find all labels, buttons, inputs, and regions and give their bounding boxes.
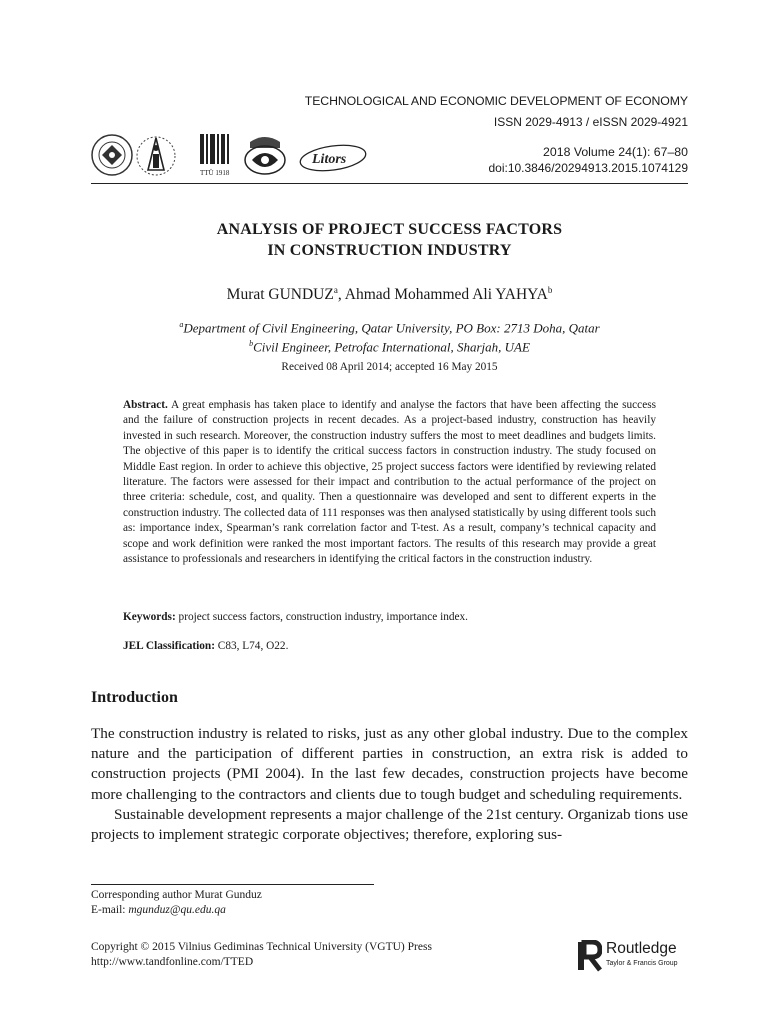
university-seal-logo bbox=[92, 135, 132, 175]
routledge-r-icon bbox=[578, 940, 602, 972]
doi: doi:10.3846/20294913.2015.1074129 bbox=[488, 161, 688, 175]
jel-text: C83, L74, O22. bbox=[217, 640, 289, 652]
publisher-name: Routledge bbox=[606, 940, 677, 957]
affiliation-a-sup: a bbox=[179, 320, 184, 329]
journal-title: TECHNOLOGICAL AND ECONOMIC DEVELOPMENT OF ECONOMY bbox=[304, 94, 688, 108]
volume-info: 2018 Volume 24(1): 67–80 bbox=[543, 145, 688, 159]
jel-label: JEL Classification: bbox=[123, 640, 215, 652]
affiliation-a bbox=[91, 317, 688, 336]
article-title bbox=[91, 219, 688, 261]
abstract-label: Abstract. bbox=[123, 399, 168, 411]
authors bbox=[91, 285, 688, 304]
email-label: E-mail: bbox=[91, 904, 129, 916]
copyright-text: Copyright © 2015 Vilnius Gediminas Technical University (VGTU) Press bbox=[91, 941, 432, 953]
body-text bbox=[91, 724, 688, 845]
abstract bbox=[123, 398, 656, 567]
author-separator: , bbox=[337, 286, 345, 304]
academy-emblem-logo bbox=[137, 137, 175, 175]
ttu-logo bbox=[200, 134, 230, 177]
title-line-2: IN CONSTRUCTION INDUSTRY bbox=[267, 242, 512, 259]
journal-url[interactable]: http://www.tandfonline.com/TTED bbox=[91, 956, 254, 968]
routledge-logo bbox=[578, 940, 690, 972]
affiliation-b-sup: b bbox=[249, 339, 254, 349]
author-1-sup: a bbox=[333, 285, 338, 295]
affiliation-b bbox=[91, 336, 688, 355]
affiliations bbox=[91, 317, 688, 356]
email-link[interactable]: mgunduz@qu.edu.qa bbox=[128, 904, 226, 916]
author-2-sup: b bbox=[547, 285, 553, 295]
ttu-logo-text: TTÜ 1918 bbox=[200, 169, 230, 177]
footnote bbox=[91, 888, 262, 918]
footnote-rule bbox=[91, 884, 374, 885]
crest-logo bbox=[245, 137, 285, 174]
affiliation-b-text: Civil Engineer, Petrofac International, Sharjah, UAE bbox=[253, 339, 530, 355]
paragraph-1: The construction industry is related to risks, just as any other global industry. Due to the complex nature and the participation of different parties in construction, an extra risk is added to construction projects (PMI 2004). In the last few decades, construction projects have become more challenging to the contractors and clients due to tough budget and scheduling requirements. bbox=[91, 725, 688, 803]
issn: ISSN 2029-4913 / eISSN 2029-4921 bbox=[493, 115, 688, 129]
section-heading: Introduction bbox=[91, 689, 178, 706]
copyright bbox=[91, 940, 432, 970]
keywords-label: Keywords: bbox=[123, 611, 176, 623]
keywords-text: project success factors, construction industry, importance index. bbox=[178, 611, 468, 623]
received-date: Received 08 April 2014; accepted 16 May 2015 bbox=[281, 361, 498, 373]
abstract-text: A great emphasis has taken place to identify and analyse the factors that have been affecting the success and the failure of construction projects in recent decades. As a project-based industry, construction has heavily invested in such research. Moreover, the construction industry suffers the most to meet deadlines and budgets limits. The objective of this paper is to identify the critical success factors in construction industry. The study focused on Middle East region. In order to achieve this objective, 25 project success factors were identified by reviewing related literature. The factors were assessed for their impact and contribution to the actual performance of the project on three criteria: schedule, cost, and quality. Then a questionnaire was developed and sent to different experts in the construction industry. The collected data of 111 responses was then analysed statistically by using different tools such as: importance index, Spearman’s rank correlation factor and T-test. As a result, company’s technical capacity and scope and work definition were ranked the most important factors. The results of this research may provide a great assistance to professionals and researchers in identifying the critical factors in the construction industry. bbox=[123, 399, 656, 566]
affiliation-a-text: Department of Civil Engineering, Qatar University, PO Box: 2713 Doha, Qatar bbox=[183, 320, 600, 336]
author-2: Ahmad Mohammed Ali YAHYA bbox=[344, 286, 548, 304]
corresponding-author: Corresponding author Murat Gunduz bbox=[91, 889, 262, 901]
title-line-1: ANALYSIS OF PROJECT SUCCESS FACTORS bbox=[216, 221, 563, 238]
email-line bbox=[91, 903, 262, 918]
header-rule bbox=[91, 183, 688, 184]
paragraph-2: Sustainable development represents a major challenge of the 21st century. Organizab tions use projects to implement strategic corporate objectives; therefore, exploring sus- bbox=[91, 805, 688, 844]
publisher-subtitle: Taylor & Francis Group bbox=[606, 960, 678, 967]
litors-logo-text: Litors bbox=[312, 152, 347, 167]
keywords bbox=[123, 611, 656, 623]
author-1: Murat GUNDUZ bbox=[226, 286, 334, 304]
publisher-logos bbox=[90, 128, 380, 180]
jel-classification bbox=[123, 640, 656, 652]
litors-logo bbox=[299, 142, 368, 175]
